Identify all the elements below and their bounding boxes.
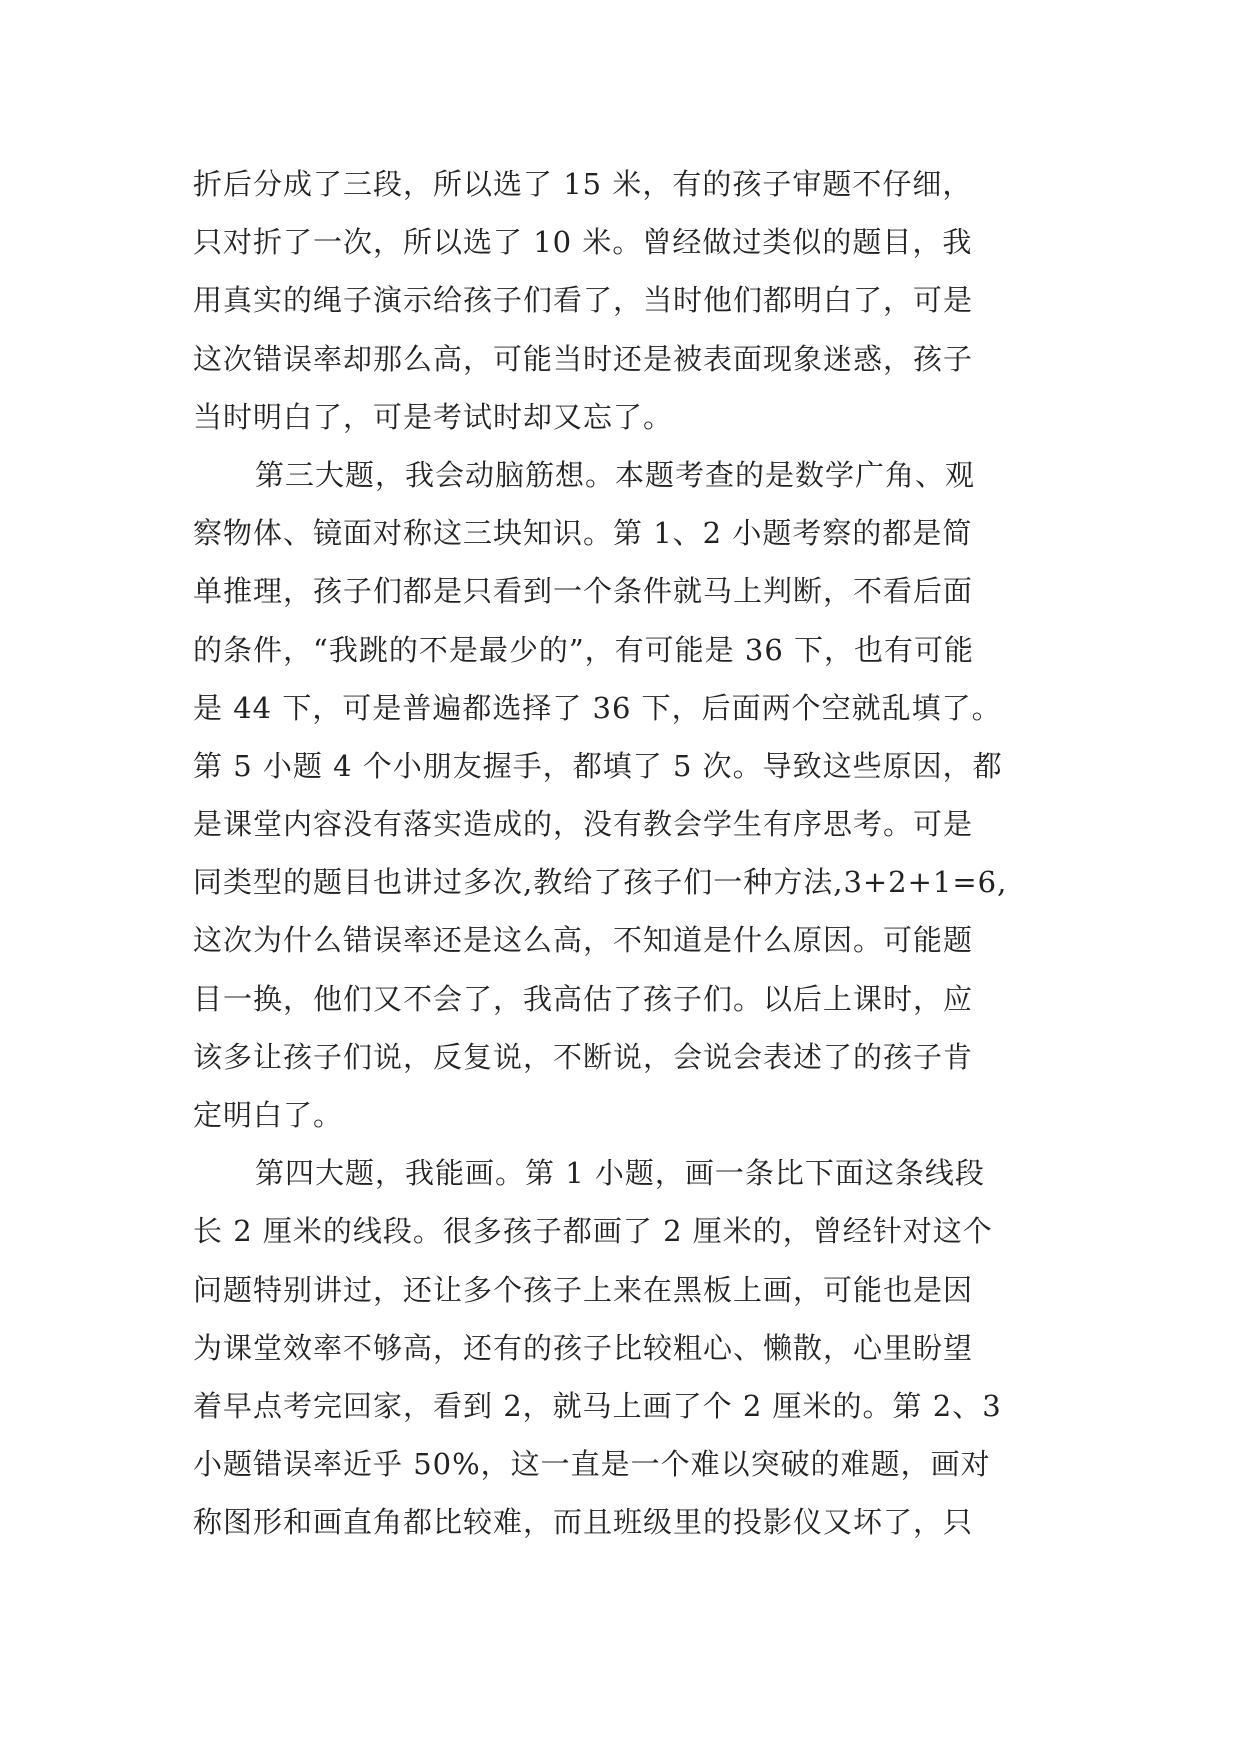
text-line: 问题特别讲过，还让多个孩子上来在黑板上画，可能也是因: [193, 1272, 974, 1307]
text-line: 定明白了。: [193, 1098, 344, 1132]
text-line: 小题错误率近乎 50%，这一直是一个难以突破的难题，画对: [193, 1447, 991, 1482]
text-line: 第 5 小题 4 个小朋友握手，都填了 5 次。导致这些原因，都: [193, 748, 1003, 783]
body-text: [193, 155, 1073, 1552]
text-line: 折后分成了三段，所以选了 15 米，有的孩子审题不仔细，: [193, 167, 973, 201]
text-line: 称图形和画直角都比较难，而且班级里的投影仪又坏了，只: [193, 1505, 974, 1540]
text-line: 长 2 厘米的线段。很多孩子都画了 2 厘米的，曾经针对这个: [193, 1214, 993, 1249]
text-line: 该多让孩子们说，反复说，不断说，会说会表述了的孩子肯: [193, 1039, 974, 1074]
text-line: 用真实的绳子演示给孩子们看了，当时他们都明白了，可是: [193, 283, 974, 318]
text-line: 目一换，他们又不会了，我高估了孩子们。以后上课时，应: [193, 981, 974, 1016]
text-line: 当时明白了，可是考试时却又忘了。: [193, 399, 674, 434]
text-line: 只对折了一次，所以选了 10 米。曾经做过类似的题目，我: [193, 225, 973, 260]
text-line: 的条件，“我跳的不是最少的”，有可能是 36 下，也有可能: [193, 632, 974, 667]
text-line: 是课堂内容没有落实造成的，没有教会学生有序思考。可是: [193, 807, 974, 842]
text-line: 察物体、镜面对称这三块知识。第 1、2 小题考察的都是简: [193, 516, 973, 551]
text-line: 单推理，孩子们都是只看到一个条件就马上判断，不看后面: [193, 574, 974, 609]
text-line: 同类型的题目也讲过多次,教给了孩子们一种方法,3+2+1=6,: [193, 865, 1008, 900]
paragraph-start-line: 第四大题，我能画。第 1 小题，画一条比下面这条线段: [255, 1156, 985, 1191]
text-line: 这次错误率却那么高，可能当时还是被表面现象迷惑，孩子: [193, 341, 974, 376]
text-line: 着早点考完回家，看到 2，就马上画了个 2 厘米的。第 2、3: [193, 1388, 1002, 1423]
text-line: 为课堂效率不够高，还有的孩子比较粗心、懒散，心里盼望: [193, 1330, 974, 1365]
text-line: 是 44 下，可是普遍都选择了 36 下，后面两个空就乱填了。: [193, 690, 1002, 725]
paragraph-start-line: 第三大题，我会动脑筋想。本题考查的是数学广角、观: [255, 457, 976, 492]
text-line: 这次为什么错误率还是这么高，不知道是什么原因。可能题: [193, 923, 974, 958]
